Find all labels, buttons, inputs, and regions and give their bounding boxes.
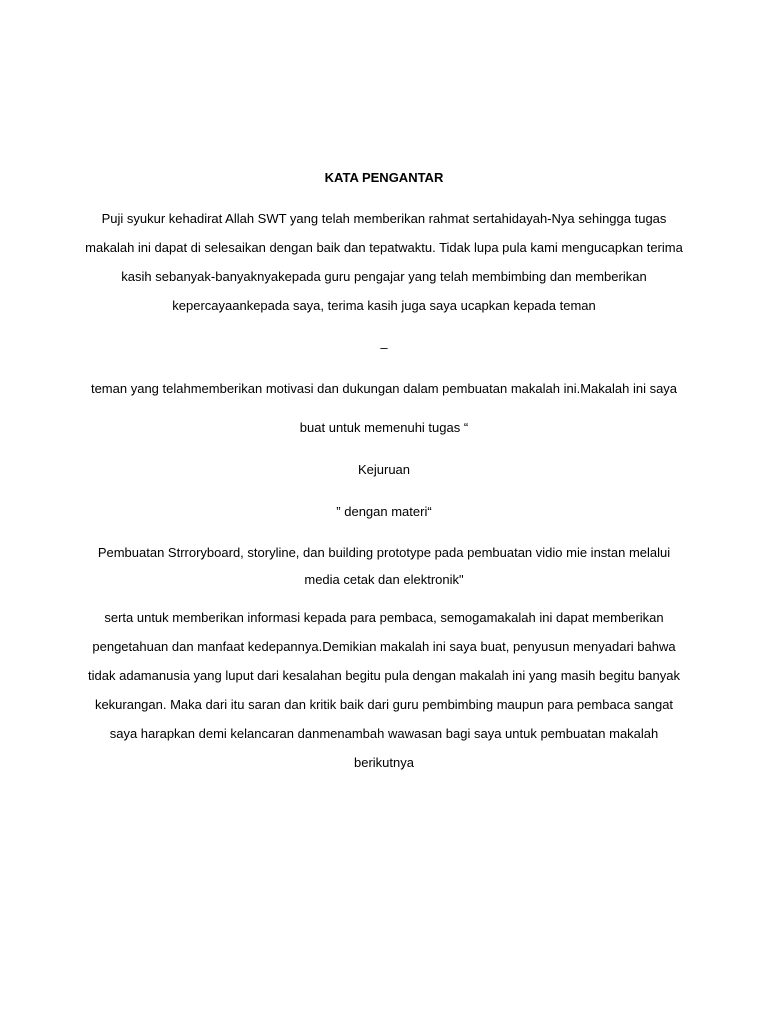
paragraph-opening: Puji syukur kehadirat Allah SWT yang telah memberikan rahmat sertahidayah-Nya sehingga tugas makalah ini dapat di selesaikan dengan baik dan tepatwaktu. Tidak lupa pula kami mengucapkan terima kasih sebanyak-banyaknyakepada guru pengajar yang telah membimbing dan memberikan kepercayaankepada saya, terima kasih juga saya ucapkan kepada teman	[85, 211, 683, 313]
line-kejuruan: Kejuruan	[357, 462, 411, 477]
paragraph-closing: serta untuk memberikan informasi kepada para pembaca, semogamakalah ini dapat memberikan pengetahuan dan manfaat kedepannya.Demikian makalah ini saya buat, penyusun menyadari bahwa tidak adamanusia yang luput dari kesalahan begitu pula dengan makalah ini yang masih begitu banyak kekurangan. Maka dari itu saran dan kritik baik dari guru pembimbing maupun para pembaca sangat saya harapkan demi kelancaran danmenambah wawasan bagi saya untuk pembuatan makalah berikutnya	[88, 610, 680, 770]
separator-dash: –	[380, 340, 388, 355]
document-title: KATA PENGANTAR	[324, 170, 444, 185]
line-materi: ” dengan materi“	[336, 504, 432, 519]
line-tugas: buat untuk memenuhi tugas “	[299, 420, 469, 435]
paragraph-topic: Pembuatan Strroryboard, storyline, dan building prototype pada pembuatan vidio mie instan melalui media cetak dan elektronik"	[97, 545, 671, 587]
document-body	[84, 166, 684, 777]
paragraph-thanks: teman yang telahmemberikan motivasi dan dukungan dalam pembuatan makalah ini.Makalah ini saya	[90, 381, 678, 396]
